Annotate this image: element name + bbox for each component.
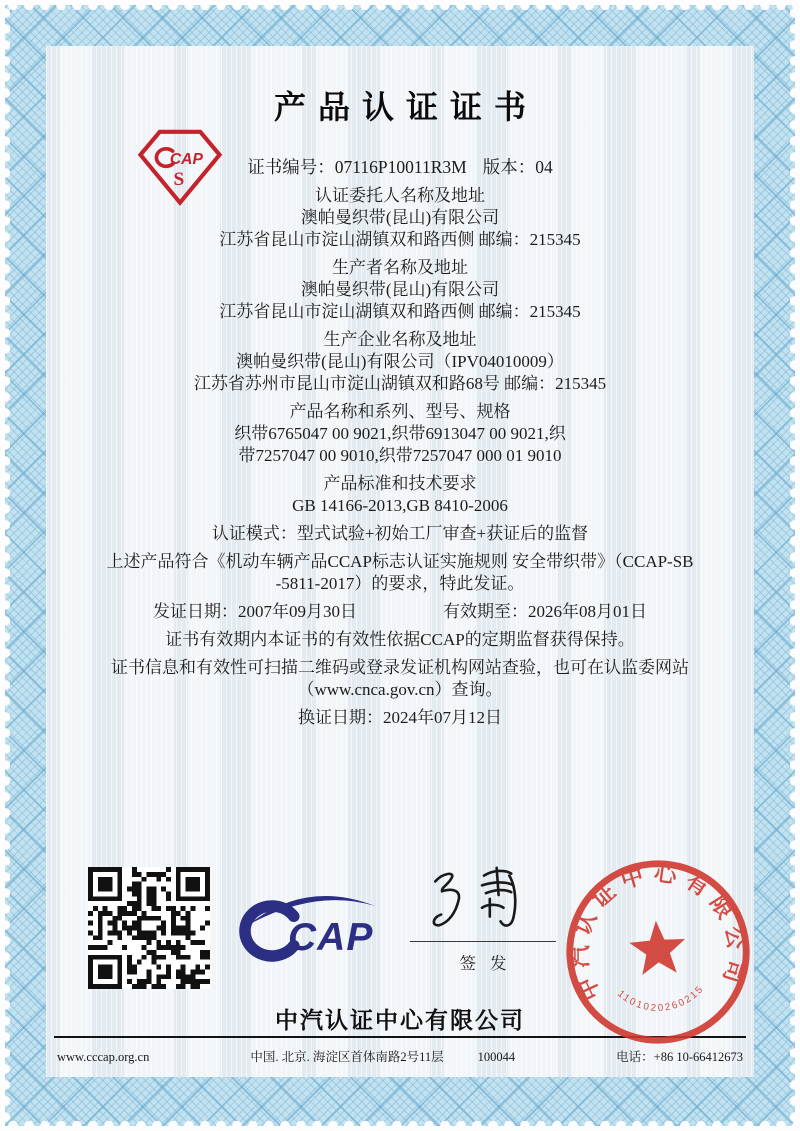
section-line: GB 14166-2013,GB 8410-2006 <box>292 496 508 515</box>
dates-row <box>46 601 754 623</box>
seal-star-icon <box>628 919 687 976</box>
border-scallop-right <box>790 5 799 1126</box>
qr-code <box>88 867 210 989</box>
border-scallop-left <box>1 5 10 1126</box>
certificate-number-line <box>46 154 754 179</box>
address-text: 中国. 北京. 海淀区首体南路2号11层 <box>250 1050 444 1064</box>
section-applicant <box>46 185 754 251</box>
section-line: 澳帕曼织带(昆山)有限公司（IPV04010009） <box>236 352 564 371</box>
diamond-logo-text: CAP <box>169 151 203 168</box>
svg-text:1101020260215 <box>615 983 708 1017</box>
valid-until-value: 2026年08月01日 <box>528 602 647 621</box>
statement-line: 上述产品符合《机动车辆产品CCAP标志认证实施规则 安全带织带》（CCAP-SB <box>106 552 694 571</box>
valid-until <box>443 601 647 623</box>
valid-until-label: 有效期至： <box>443 602 528 621</box>
cert-no-label: 证书编号： <box>247 157 335 177</box>
section-standards <box>46 473 754 517</box>
issuer-website: www.cccap.org.cn <box>57 1050 150 1064</box>
issuer-address <box>250 1047 515 1065</box>
statement-line: -5811-2017）的要求，特此发证。 <box>275 574 525 593</box>
certification-mode <box>46 523 754 545</box>
section-line: 江苏省昆山市淀山湖镇双和路西侧 邮编：215345 <box>219 230 581 249</box>
postcode: 100044 <box>477 1050 516 1064</box>
handwritten-signature <box>404 860 562 936</box>
border-scallop-top <box>5 1 795 10</box>
certificate-body <box>46 82 754 729</box>
section-line: 澳帕曼织带(昆山)有限公司 <box>300 280 500 299</box>
renewal-date-label: 换证日期： <box>298 708 383 727</box>
section-producer <box>46 257 754 323</box>
validity-note-text: 证书有效期内本证书的有效性依据CCAP的定期监督获得保持。 <box>165 630 635 649</box>
verify-note-line: （www.cnca.gov.cn）查询。 <box>297 680 503 699</box>
signature-caption: 签发 <box>459 954 521 973</box>
version-value: 04 <box>535 157 553 177</box>
section-header: 生产者名称及地址 <box>332 258 468 277</box>
verify-note-line: 证书信息和有效性可扫描二维码或登录发证机构网站查验，也可在认监委网站 <box>111 658 689 677</box>
issue-date-label: 发证日期： <box>153 602 238 621</box>
certificate-title: 产品认证证书 <box>273 89 538 125</box>
section-line: 江苏省昆山市淀山湖镇双和路西侧 邮编：215345 <box>219 302 581 321</box>
ccap-logo-icon <box>232 891 384 965</box>
section-line: 带7257047 00 9010,织带7257047 000 01 9010 <box>238 446 562 465</box>
version-label: 版本： <box>482 157 536 177</box>
section-header: 认证委托人名称及地址 <box>315 186 485 205</box>
section-header: 产品标准和技术要求 <box>323 474 477 493</box>
section-header: 产品名称和系列、型号、规格 <box>289 402 511 421</box>
diamond-logo-sub: S <box>173 169 185 191</box>
section-line: 澳帕曼织带(昆山)有限公司 <box>300 208 500 227</box>
cert-no-value: 07116P10011R3M <box>334 157 467 177</box>
blue-logo-text: CAP <box>288 916 374 959</box>
section-header: 生产企业名称及地址 <box>323 330 477 349</box>
section-line: 江苏省苏州市昆山市淀山湖镇双和路68号 邮编：215345 <box>193 374 607 393</box>
issuer-company-name: 中汽认证中心有限公司 <box>275 1008 525 1033</box>
compliance-statement <box>46 551 754 595</box>
issue-date-value: 2007年09月30日 <box>238 602 357 621</box>
signature-block <box>402 860 564 974</box>
section-product <box>46 401 754 467</box>
seal-serial-number: 1101020260215 <box>615 983 707 1014</box>
border-scallop-bottom <box>5 1121 795 1130</box>
issuer-phone: 电话：+86 10-66412673 <box>616 1050 743 1064</box>
issue-date <box>153 601 357 623</box>
company-seal <box>560 854 756 1050</box>
seal-company-text: 中汽认证中心有限公司 <box>567 860 750 1005</box>
renewal-date-line <box>46 707 754 729</box>
section-factory <box>46 329 754 395</box>
mode-line: 认证模式：型式试验+初始工厂审查+获证后的监督 <box>211 524 589 543</box>
validity-note <box>46 629 754 651</box>
renewal-date-value: 2024年07月12日 <box>383 708 502 727</box>
verification-note <box>46 657 754 701</box>
signature-line <box>410 941 556 942</box>
section-line: 织带6765047 00 9021,织带6913047 00 9021,织 <box>234 424 566 443</box>
